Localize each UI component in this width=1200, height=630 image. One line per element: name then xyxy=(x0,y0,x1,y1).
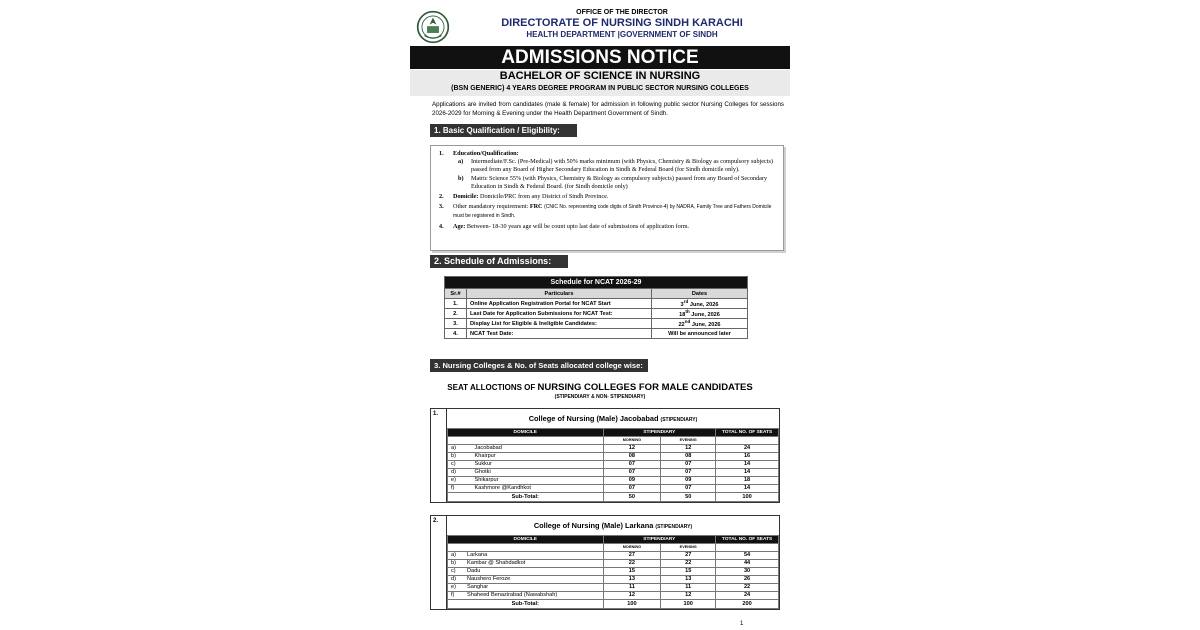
department-line: HEALTH DEPARTMENT |GOVERNMENT OF SINDH xyxy=(526,30,718,39)
column-header-sr: Sr.# xyxy=(445,289,467,299)
seat-row xyxy=(448,584,779,592)
row-morning: 07 xyxy=(603,485,661,493)
schedule-particular: Online Application Registration Portal for NCAT Start xyxy=(467,299,652,309)
column-header-dates: Dates xyxy=(652,289,748,299)
sub-item-text: Intermediate/F.Sc. (Pre-Medical) with 50% marks minimum (with Physics, Chemistry & Biology as compulsory subjects) passed from any Board of Higher Secondary Education in Sindh & Federal Board (for Sindh domicile only). xyxy=(471,158,773,173)
subtotal-morning: 50 xyxy=(603,493,661,502)
column-header-morning: MORNING xyxy=(603,437,661,445)
seat-row xyxy=(448,445,779,453)
eligibility-item-frc xyxy=(437,203,777,220)
row-letter: e) xyxy=(448,584,465,592)
college-name: College of Nursing (Male) Larkana xyxy=(533,521,654,530)
schedule-table xyxy=(444,276,748,339)
item-label: Age: xyxy=(453,223,466,231)
row-morning: 08 xyxy=(603,453,661,461)
row-morning: 27 xyxy=(603,552,661,560)
seat-subheader-row xyxy=(448,437,779,445)
subheader-spacer xyxy=(448,544,604,552)
row-letter: a) xyxy=(448,445,472,453)
row-evening: 08 xyxy=(661,453,716,461)
subtotal-label: Sub-Total: xyxy=(448,600,604,609)
row-evening: 07 xyxy=(661,461,716,469)
college-tag: (STIPENDIARY) xyxy=(660,417,698,423)
row-evening: 12 xyxy=(661,592,716,600)
row-domicile: Dadu xyxy=(464,568,603,576)
row-total: 26 xyxy=(716,576,779,584)
row-letter: c) xyxy=(448,568,465,576)
row-evening: 12 xyxy=(661,445,716,453)
row-letter: f) xyxy=(448,485,472,493)
row-domicile: Naushero Feroze xyxy=(464,576,603,584)
seat-header-row xyxy=(448,429,779,437)
row-total: 14 xyxy=(716,469,779,477)
section-schedule-heading: 2. Schedule of Admissions: xyxy=(430,255,568,268)
schedule-date: 22nd June, 2026 xyxy=(652,319,748,329)
row-morning: 12 xyxy=(603,445,661,453)
row-letter: b) xyxy=(448,453,472,461)
college-title xyxy=(447,516,779,535)
eligibility-item-domicile xyxy=(437,193,777,200)
row-domicile: Ghotki xyxy=(472,469,604,477)
schedule-table-title: Schedule for NCAT 2026-29 xyxy=(445,277,748,289)
subtotal-total: 200 xyxy=(716,600,779,609)
office-line: OFFICE OF THE DIRECTOR xyxy=(576,9,668,16)
seat-title-main: NURSING COLLEGES FOR MALE CANDIDATES xyxy=(537,382,753,393)
schedule-sr: 2. xyxy=(445,309,467,319)
program-title xyxy=(410,70,790,96)
item-number: 2. xyxy=(439,193,444,201)
row-domicile: Kambar @ Shahdadkot xyxy=(464,560,603,568)
seat-row xyxy=(448,477,779,485)
college-block xyxy=(430,515,780,610)
item-prefix: Other mandatory requirement: xyxy=(453,203,529,211)
item-key: FRC xyxy=(529,203,543,211)
row-domicile: Jacobabad xyxy=(472,445,604,453)
program-line-1: BACHELOR OF SCIENCE IN NURSING xyxy=(499,70,701,82)
row-evening: 07 xyxy=(661,469,716,477)
subtotal-row xyxy=(448,493,779,502)
row-letter: d) xyxy=(448,576,465,584)
schedule-particular: Last Date for Application Submissions for NCAT Test: xyxy=(467,309,652,319)
row-evening: 27 xyxy=(661,552,716,560)
row-letter: b) xyxy=(448,560,465,568)
college-tag: (STIPENDIARY) xyxy=(655,524,693,530)
item-label: Education/Qualification: xyxy=(453,150,519,157)
schedule-sr: 3. xyxy=(445,319,467,329)
column-header-evening: EVENING xyxy=(661,437,716,445)
row-domicile: Shaheed Benazirabad (Nawabshah) xyxy=(464,592,603,600)
seat-header-row xyxy=(448,536,779,544)
subtotal-evening: 50 xyxy=(661,493,716,502)
eligibility-box xyxy=(430,145,784,251)
column-header-domicile: DOMICILE xyxy=(448,536,604,544)
row-total: 24 xyxy=(716,592,779,600)
column-header-stipendiary: STIPENDIARY xyxy=(603,429,716,437)
seat-subtitle: (STIPENDIARY & NON- STIPENDIARY) xyxy=(554,394,646,400)
sub-item-letter: a) xyxy=(458,158,464,166)
subtotal-label: Sub-Total: xyxy=(448,493,604,502)
government-seal-icon xyxy=(416,10,450,44)
college-block xyxy=(430,408,780,503)
seat-table xyxy=(447,535,779,609)
row-evening: 15 xyxy=(661,568,716,576)
schedule-row xyxy=(445,299,748,309)
row-evening: 07 xyxy=(661,485,716,493)
schedule-sr: 1. xyxy=(445,299,467,309)
college-name: College of Nursing (Male) Jacobabad xyxy=(528,414,659,423)
row-total: 18 xyxy=(716,477,779,485)
sub-item-text: Matric Science 55% (with Physics, Chemistry & Biology as compulsory subjects) passed from any Board of Secondary Education in Sindh & Federal Board. (for Sindh domicile only) xyxy=(471,175,768,190)
row-total: 22 xyxy=(716,584,779,592)
row-domicile: Larkana xyxy=(464,552,603,560)
college-title xyxy=(447,409,779,428)
schedule-row xyxy=(445,309,748,319)
column-header-evening: EVENING xyxy=(661,544,716,552)
column-header-domicile: DOMICILE xyxy=(448,429,604,437)
schedule-date: Will be announced later xyxy=(652,329,748,339)
college-body xyxy=(447,516,779,609)
subheader-spacer xyxy=(716,437,779,445)
row-domicile: Shikarpur xyxy=(472,477,604,485)
schedule-date: 3rd June, 2026 xyxy=(652,299,748,309)
item-label: Domicile: xyxy=(453,193,479,201)
row-total: 54 xyxy=(716,552,779,560)
eligibility-item-age xyxy=(437,223,777,230)
row-evening: 11 xyxy=(661,584,716,592)
letterhead xyxy=(410,6,790,46)
page-number: 1 xyxy=(740,621,744,627)
sub-item-b xyxy=(453,175,777,190)
row-evening: 09 xyxy=(661,477,716,485)
item-text: (CNIC No. representing code digits of Sindh Province-4) by NADRA, Family Tree and Fathers Domicile must be registered in Sindh. xyxy=(453,204,772,219)
seat-row xyxy=(448,453,779,461)
seat-subheader-row xyxy=(448,544,779,552)
row-domicile: Khairpur xyxy=(472,453,604,461)
row-morning: 09 xyxy=(603,477,661,485)
row-total: 44 xyxy=(716,560,779,568)
schedule-rows xyxy=(445,299,748,339)
schedule-particular: NCAT Test Date: xyxy=(467,329,652,339)
seat-allocation-title xyxy=(410,383,790,401)
row-morning: 13 xyxy=(603,576,661,584)
subheader-spacer xyxy=(448,437,604,445)
row-total: 24 xyxy=(716,445,779,453)
program-line-2: (BSN GENERIC) 4 YEARS DEGREE PROGRAM IN PUBLIC SECTOR NURSING COLLEGES xyxy=(451,85,749,92)
section-seats-heading: 3. Nursing Colleges & No. of Seats allocated college wise: xyxy=(430,359,648,372)
schedule-date: 18th June, 2026 xyxy=(652,309,748,319)
schedule-row xyxy=(445,319,748,329)
row-total: 14 xyxy=(716,461,779,469)
seat-row xyxy=(448,568,779,576)
row-letter: e) xyxy=(448,477,472,485)
column-header-total: TOTAL NO. OF SEATS xyxy=(716,429,779,437)
seat-row xyxy=(448,469,779,477)
row-morning: 07 xyxy=(603,469,661,477)
seat-title-prefix: SEAT ALLOCTIONS OF xyxy=(447,383,536,392)
column-header-morning: MORNING xyxy=(603,544,661,552)
subtotal-morning: 100 xyxy=(603,600,661,609)
seat-row xyxy=(448,576,779,584)
item-number: 1. xyxy=(439,150,444,157)
row-evening: 13 xyxy=(661,576,716,584)
subtotal-row xyxy=(448,600,779,609)
schedule-particular: Display List for Eligible & Ineligible Candidates: xyxy=(467,319,652,329)
column-header-particulars: Particulars xyxy=(467,289,652,299)
seat-row xyxy=(448,485,779,493)
eligibility-item-education xyxy=(437,150,777,190)
college-number: 2. xyxy=(431,516,447,609)
row-evening: 22 xyxy=(661,560,716,568)
item-text: Between- 18-30 years age will be count upto last date of submissions of application form. xyxy=(466,223,690,231)
intro-paragraph: Applications are invited from candidates (male & female) for admission in following public sector Nursing Colleges for sessions 2026-2029 for Morning & Evening under the Health Department Government of Sindh. xyxy=(432,101,784,117)
row-letter: c) xyxy=(448,461,472,469)
item-number: 4. xyxy=(439,223,444,231)
row-letter: f) xyxy=(448,592,465,600)
item-number: 3. xyxy=(439,203,444,211)
row-letter: a) xyxy=(448,552,465,560)
row-morning: 22 xyxy=(603,560,661,568)
row-morning: 15 xyxy=(603,568,661,576)
seat-row xyxy=(448,560,779,568)
schedule-row xyxy=(445,329,748,339)
seat-table xyxy=(447,428,779,502)
sub-item-letter: b) xyxy=(458,175,464,183)
item-text: Domicile/PRC from any District of Sindh Province. xyxy=(479,193,609,201)
subtotal-evening: 100 xyxy=(661,600,716,609)
notice-banner: ADMISSIONS NOTICE xyxy=(410,46,790,69)
schedule-sr: 4. xyxy=(445,329,467,339)
sub-item-a xyxy=(453,158,777,173)
notice-page xyxy=(410,0,790,630)
row-total: 16 xyxy=(716,453,779,461)
seat-row xyxy=(448,552,779,560)
column-header-total: TOTAL NO. OF SEATS xyxy=(716,536,779,544)
subtotal-total: 100 xyxy=(716,493,779,502)
section-eligibility-heading: 1. Basic Qualification / Eligibility: xyxy=(430,124,577,137)
row-morning: 11 xyxy=(603,584,661,592)
row-domicile: Sukkur xyxy=(472,461,604,469)
column-header-stipendiary: STIPENDIARY xyxy=(603,536,716,544)
row-domicile: Sanghar xyxy=(464,584,603,592)
row-total: 14 xyxy=(716,485,779,493)
row-morning: 12 xyxy=(603,592,661,600)
row-morning: 07 xyxy=(603,461,661,469)
row-letter: d) xyxy=(448,469,472,477)
row-domicile: Kashmore @Kandhkot xyxy=(472,485,604,493)
college-number: 1. xyxy=(431,409,447,502)
row-total: 30 xyxy=(716,568,779,576)
directorate-line: DIRECTORATE OF NURSING SINDH KARACHI xyxy=(501,17,743,29)
seat-row xyxy=(448,592,779,600)
subheader-spacer xyxy=(716,544,779,552)
seat-row xyxy=(448,461,779,469)
college-body xyxy=(447,409,779,502)
